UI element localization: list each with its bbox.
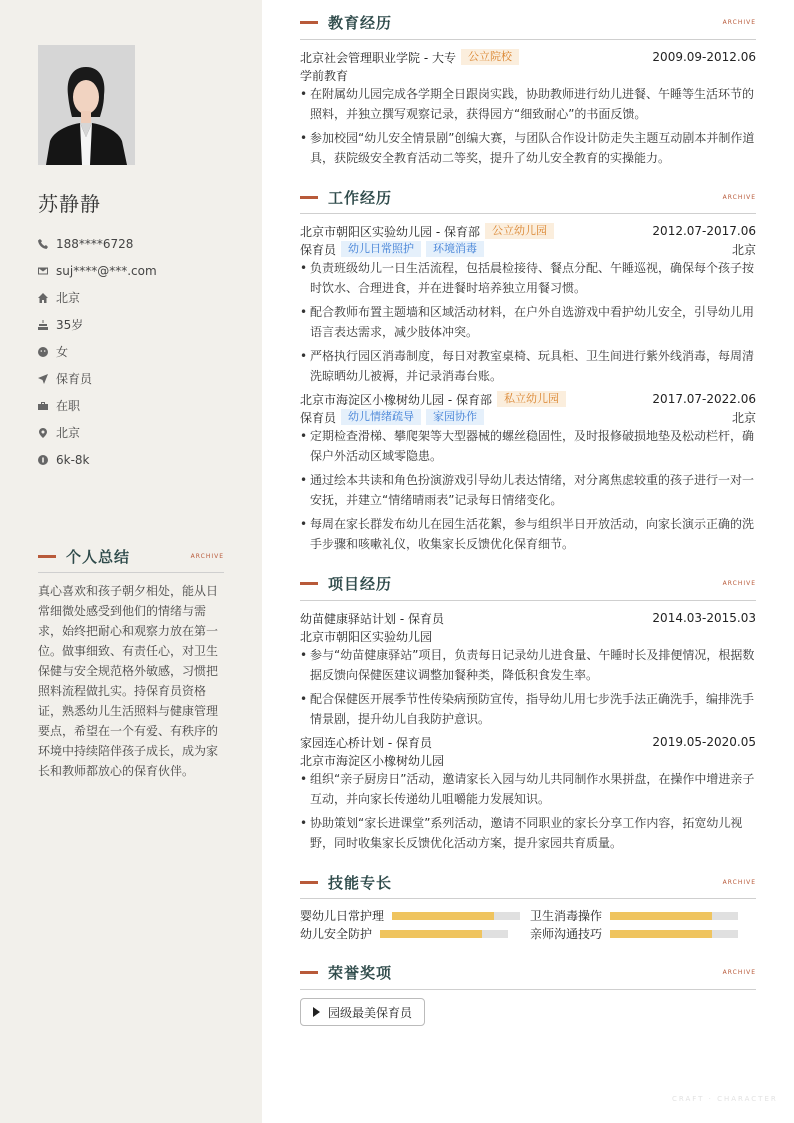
info-text: 女 [56, 345, 69, 359]
bullet-item: • 配合教师布置主题墙和区域活动材料，在户外自选游戏中看护幼儿安全，引导幼儿用语言表达需求，减少肢体冲突。 [300, 302, 756, 342]
skill-bar [392, 912, 520, 920]
skill-name: 幼儿安全防护 [300, 927, 373, 941]
info-gender [38, 338, 228, 365]
city: 北京 [731, 410, 756, 425]
home-icon [38, 293, 56, 303]
project-header [300, 733, 756, 751]
bullet-item: • 配合保健医开展季节性传染病预防宣传，指导幼儿用七步洗手法正确洗手，编排洗手情景剧，提升幼儿自我防护意识。 [300, 689, 756, 729]
section-title: 荣誉奖项 [328, 963, 393, 982]
skill-tag: 幼儿日常照护 [341, 241, 421, 257]
accent-bar [300, 971, 318, 974]
org-type-tag: 私立幼儿园 [497, 391, 566, 407]
role: 保育员 [300, 410, 337, 425]
section-divider [300, 600, 756, 601]
info-salary [38, 446, 228, 473]
section-divider [38, 572, 224, 573]
accent-bar [300, 881, 318, 884]
info-text: 在职 [56, 399, 81, 413]
info-email [38, 257, 228, 284]
job-role-row [300, 408, 756, 426]
project-org: 北京市朝阳区实验幼儿园 [300, 629, 433, 644]
info-location [38, 419, 228, 446]
accent-bar [300, 21, 318, 24]
section-divider [300, 898, 756, 899]
date-range: 2017.07-2022.06 [652, 392, 756, 406]
summary-text: 真心喜欢和孩子朝夕相处，能从日常细微处感受到他们的情绪与需求，始终把耐心和观察力放在第一位。做事细致、有责任心，对卫生保健与安全规范格外敏感，习惯把照料流程做扎实。持保育员资格证，熟悉幼儿生活照料与健康管理要点，希望在一个有爱、有秩序的环境中持续陪伴孩子成长，成为家长和教师都放心的保育伙伴。 [38, 584, 219, 778]
org-type-tag: 公立幼儿园 [485, 223, 554, 239]
summary-heading [38, 546, 224, 567]
school-type-tag: 公立院校 [461, 49, 519, 65]
bullet-item: • 通过绘本共读和角色扮演游戏引导幼儿表达情绪，对分离焦虑较重的孩子进行一对一安抚，并建立“情绪晴雨表”记录每日情绪变化。 [300, 470, 756, 510]
person-icon [38, 347, 56, 357]
skill-bar [610, 912, 738, 920]
profile-photo [38, 45, 135, 165]
org-name: 北京市海淀区小橡树幼儿园 - 保育部 [300, 392, 492, 407]
project-org-row [300, 751, 756, 769]
skill-item [300, 925, 508, 942]
date-range: 2009.09-2012.06 [652, 50, 756, 64]
info-text: 6k-8k [56, 452, 90, 467]
briefcase-icon [38, 401, 56, 411]
bullet-item: • 每周在家长群发布幼儿在园生活花絮，参与组织半日开放活动，向家长演示正确的洗手步骤和咳嗽礼仪，收集家长反馈优化保育细节。 [300, 514, 756, 554]
school-name: 北京社会管理职业学院 - 大专 [300, 50, 456, 65]
send-icon [38, 374, 56, 384]
info-text: 北京 [56, 426, 81, 440]
date-range: 2012.07-2017.06 [652, 224, 756, 238]
bullet-item: • 协助策划“家长进课堂”系列活动，邀请不同职业的家长分享工作内容，拓宽幼儿视野，同时收集家长反馈优化活动方案，提升家园共育质量。 [300, 813, 756, 853]
contact-info-list [38, 230, 228, 473]
date-range: 2014.03-2015.03 [652, 611, 756, 625]
skill-name: 卫生消毒操作 [530, 909, 603, 923]
location-icon [38, 428, 56, 438]
accent-bar [38, 555, 56, 558]
skill-bar [380, 930, 508, 938]
accent-bar [300, 582, 318, 585]
skill-bar [610, 930, 738, 938]
skill-fill [610, 930, 712, 938]
info-text: 35岁 [56, 318, 84, 332]
bullet-item: • 在附属幼儿园完成各学期全日跟岗实践，协助教师进行幼儿进餐、午睡等生活环节的照料，并独立撰写观察记录，获得园方“细致耐心”的书面反馈。 [300, 84, 756, 124]
play-icon [313, 1007, 320, 1017]
project-name: 家园连心桥计划 - 保育员 [300, 735, 432, 750]
job-role-row [300, 240, 756, 258]
bullet-item: • 组织“亲子厨房日”活动，邀请家长入园与幼儿共同制作水果拼盘，在操作中增进亲子互动，并向家长传递幼儿咀嚼能力发展知识。 [300, 769, 756, 809]
info-phone [38, 230, 228, 257]
info-text: 保育员 [56, 372, 93, 386]
section-divider [300, 213, 756, 214]
projects-heading [300, 573, 756, 593]
section-tag: ARCHIVE [722, 18, 756, 26]
education-heading [300, 12, 756, 32]
bullet-item: • 负责班级幼儿一日生活流程，包括晨检接待、餐点分配、午睡巡视，确保每个孩子按时饮水、合理进食，并在进餐时培养独立用餐习惯。 [300, 258, 756, 298]
info-position [38, 365, 228, 392]
info-text: 北京 [56, 291, 81, 305]
education-entry-header [300, 48, 756, 66]
bullet-item: • 参与“幼苗健康驿站”项目，负责每日记录幼儿进食量、午睡时长及排便情况，根据数据反馈向保健医建议调整加餐种类，降低积食发生率。 [300, 645, 756, 685]
major: 学前教育 [300, 68, 349, 83]
section-divider [300, 39, 756, 40]
skill-item [530, 925, 738, 942]
skill-fill [610, 912, 712, 920]
info-home [38, 284, 228, 311]
section-title: 项目经历 [328, 574, 393, 593]
info-text: 188****6728 [56, 236, 134, 251]
section-divider [300, 989, 756, 990]
project-org-row [300, 627, 756, 645]
bullet-item: • 严格执行园区消毒制度，每日对教室桌椅、玩具柜、卫生间进行紫外线消毒，每周清洗晾晒幼儿被褥，并记录消毒台账。 [300, 346, 756, 386]
section-title: 教育经历 [328, 13, 393, 32]
bullet-item: • 参加校园“幼儿安全情景剧”创编大赛，与团队合作设计防走失主题互动剧本并制作道具，获院级安全教育活动二等奖，提升了幼儿安全教育的实操能力。 [300, 128, 756, 168]
skill-name: 亲师沟通技巧 [530, 927, 603, 941]
skill-item [530, 907, 738, 924]
info-status [38, 392, 228, 419]
award-badge [300, 998, 425, 1026]
section-title: 个人总结 [66, 548, 131, 566]
candidate-name: 苏静静 [38, 192, 101, 216]
skills-heading [300, 872, 756, 892]
watermark: CRAFT · CHARACTER [672, 1095, 778, 1103]
salary-icon [38, 455, 56, 465]
accent-bar [300, 196, 318, 199]
bullet-item: • 定期检查滑梯、攀爬架等大型器械的螺丝稳固性，及时报修破损地垫及松动栏杆，确保户外活动区域零隐患。 [300, 426, 756, 466]
skill-tag: 家园协作 [426, 409, 484, 425]
skill-fill [380, 930, 482, 938]
phone-icon [38, 239, 56, 249]
date-range: 2019.05-2020.05 [652, 735, 756, 749]
job-header [300, 390, 756, 408]
project-org: 北京市海淀区小橡树幼儿园 [300, 753, 445, 768]
skill-tag: 幼儿情绪疏导 [341, 409, 421, 425]
project-name: 幼苗健康驿站计划 - 保育员 [300, 611, 444, 626]
skill-tag: 环境消毒 [426, 241, 484, 257]
org-name: 北京市朝阳区实验幼儿园 - 保育部 [300, 224, 480, 239]
role: 保育员 [300, 242, 337, 257]
work-heading [300, 187, 756, 207]
project-header [300, 609, 756, 627]
section-tag: ARCHIVE [190, 553, 224, 560]
sidebar [0, 0, 262, 1123]
skill-fill [392, 912, 494, 920]
info-text: suj****@***.com [56, 263, 157, 278]
section-title: 技能专长 [328, 873, 393, 892]
awards-heading [300, 962, 756, 982]
section-tag: ARCHIVE [722, 968, 756, 976]
city: 北京 [731, 242, 756, 257]
award-label: 园级最美保育员 [328, 1005, 413, 1020]
section-tag: ARCHIVE [722, 579, 756, 587]
section-tag: ARCHIVE [722, 878, 756, 886]
mail-icon [38, 266, 56, 276]
cake-icon [38, 320, 56, 330]
education-major-row [300, 66, 756, 84]
info-age [38, 311, 228, 338]
skill-item [300, 907, 520, 924]
skill-name: 婴幼儿日常护理 [300, 909, 385, 923]
section-title: 工作经历 [328, 188, 393, 207]
job-header [300, 222, 756, 240]
section-tag: ARCHIVE [722, 193, 756, 201]
